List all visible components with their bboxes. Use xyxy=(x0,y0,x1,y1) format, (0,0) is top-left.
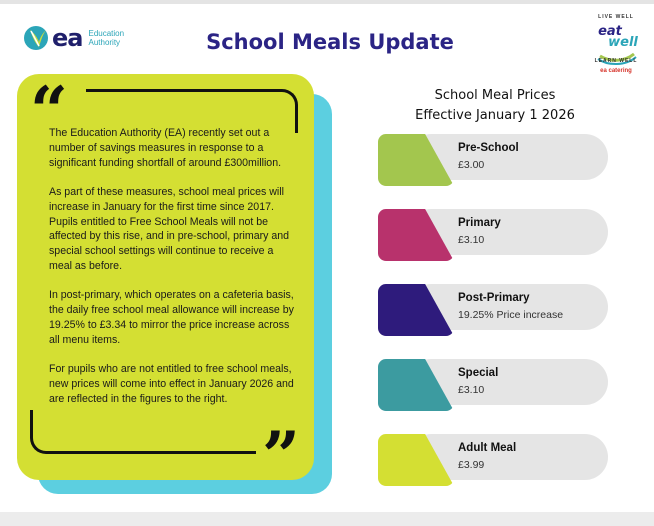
price-name: Post-Primary xyxy=(458,292,530,304)
prices-heading-line1: School Meal Prices xyxy=(434,88,556,103)
price-name: Special xyxy=(458,367,499,379)
prices-heading-line2: Effective January 1 2026 xyxy=(415,108,575,123)
eatwell-logo xyxy=(586,12,646,76)
card-body-text xyxy=(49,126,299,421)
ea-logo xyxy=(22,24,124,52)
page-title: School Meals Update xyxy=(206,30,454,54)
price-row-special xyxy=(378,359,608,411)
logo-line1: Education xyxy=(88,29,125,38)
price-value: £3.00 xyxy=(458,159,485,171)
eatwell-top-caption: LIVE WELL xyxy=(598,14,634,20)
paragraph-savings: The Education Authority (EA) recently set out a number of savings measures in response to a significant funding shortfall of around £300million. xyxy=(49,127,282,169)
eatwell-bottom-caption: LEARN WELL xyxy=(594,58,638,64)
price-name: Primary xyxy=(458,217,501,229)
logo-subtitle xyxy=(88,29,124,47)
eatwell-word-well: well xyxy=(608,35,638,50)
bottom-bar xyxy=(0,512,654,526)
close-quote-icon: ” xyxy=(262,417,300,495)
logo-letters: ea xyxy=(52,24,83,52)
paragraph-post-primary: In post-primary, which operates on a cafeteria basis, the daily free school meal allowance will increase by 19.25% to £3.34 to mirror the price increase across all menu items. xyxy=(49,289,294,346)
ea-leaf-icon xyxy=(22,24,50,52)
paragraph-price-increase: As part of these measures, school meal prices will increase in January for the first time since 2017. Pupils entitled to Free School Meals will not be affected by this rise, and in pre-school, primary and special school settings will continue to receive a meal as before. xyxy=(49,185,290,272)
price-row-pre-school xyxy=(378,134,608,186)
paragraph-new-prices: For pupils who are not entitled to free school meals, new prices will come into effect in January 2026 and are reflected in the figures to the right. xyxy=(49,363,294,405)
price-value: 19.25% Price increase xyxy=(458,309,564,321)
price-name: Adult Meal xyxy=(458,442,517,454)
price-name: Pre-School xyxy=(458,142,519,154)
price-value: £3.10 xyxy=(458,384,485,396)
price-value: £3.99 xyxy=(458,459,485,471)
prices-heading xyxy=(390,86,600,126)
price-row-adult-meal xyxy=(378,434,608,486)
open-quote-icon: “ xyxy=(30,72,68,150)
price-row-primary xyxy=(378,209,608,261)
top-border xyxy=(0,0,654,4)
logo-line2: Authority xyxy=(88,38,121,47)
price-value: £3.10 xyxy=(458,234,485,246)
eatwell-word-eat: eat xyxy=(598,24,622,39)
eatwell-brand: ea catering xyxy=(600,68,632,74)
price-row-post-primary xyxy=(378,284,608,336)
